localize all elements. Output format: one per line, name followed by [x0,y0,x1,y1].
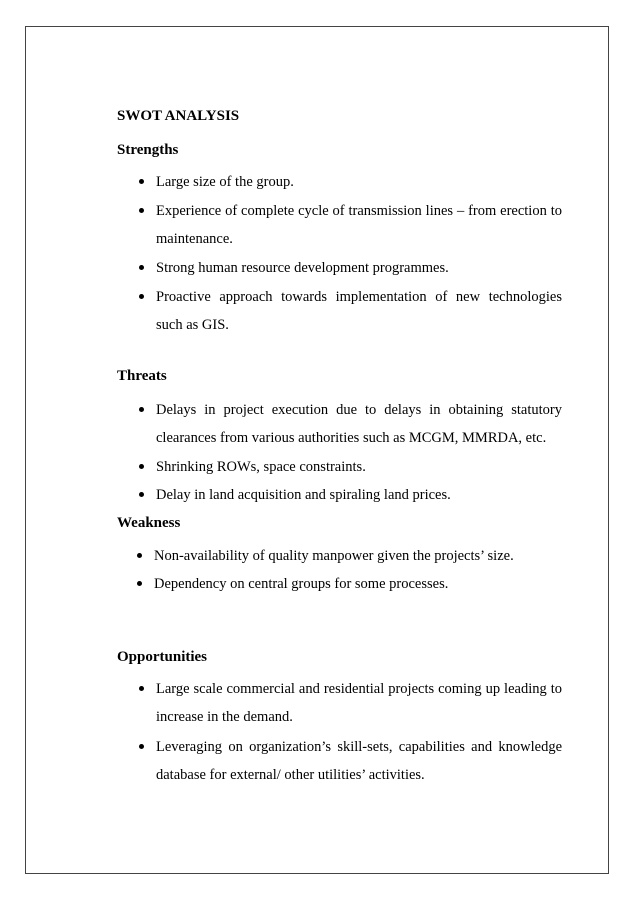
strengths-heading: Strengths [117,142,179,158]
bullet-icon [137,553,142,558]
bullet-icon [139,464,144,469]
bullet-icon [139,492,144,497]
list-item [117,571,562,597]
list-item-text: Proactive approach towards implementation of new technologies such as GIS. [156,289,562,333]
list-item-text: Experience of complete cycle of transmission lines – from erection to maintenance. [156,203,562,247]
weakness-list [117,543,562,599]
list-item-text: Shrinking ROWs, space constraints. [156,459,366,475]
threats-heading: Threats [117,368,167,384]
list-item [117,454,562,480]
bullet-icon [137,581,142,586]
list-item [117,396,562,452]
list-item [117,197,562,253]
bullet-icon [139,208,144,213]
bullet-icon [139,407,144,412]
list-item [117,255,562,281]
list-item-text: Delay in land acquisition and spiraling land prices. [156,487,451,503]
bullet-icon [139,265,144,270]
list-item-text: Large size of the group. [156,174,294,190]
bullet-icon [139,179,144,184]
list-item-text: Leveraging on organization’s skill-sets, capabilities and knowledge database for external/ other utilities’ activities. [156,739,562,783]
bullet-icon [139,744,144,749]
list-item-text: Strong human resource development programmes. [156,260,449,276]
list-item-text: Delays in project execution due to delays in obtaining statutory clearances from various authorities such as MCGM, MMRDA, etc. [156,402,562,446]
list-item [117,543,562,569]
threats-list [117,396,562,510]
document-title: SWOT ANALYSIS [117,108,240,124]
list-item [117,675,562,731]
bullet-icon [139,686,144,691]
weakness-heading: Weakness [117,515,181,531]
opportunities-heading: Opportunities [117,649,208,665]
strengths-list [117,169,562,341]
list-item [117,482,562,508]
list-item-text: Non-availability of quality manpower given the projects’ size. [154,548,514,564]
list-item-text: Dependency on central groups for some processes. [154,576,449,592]
list-item-text: Large scale commercial and residential projects coming up leading to increase in the demand. [156,681,562,725]
opportunities-list [117,675,562,791]
list-item [117,733,562,789]
list-item [117,283,562,339]
list-item [117,169,562,195]
bullet-icon [139,294,144,299]
